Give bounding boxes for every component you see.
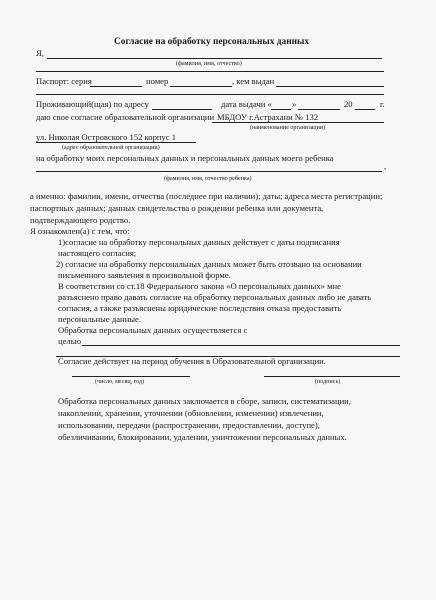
issue-date-label: дата выдачи « [221, 99, 272, 109]
caption-org-address: (адрес образовательной организации) [62, 145, 160, 151]
org-address-value: ул. Николая Островского 152 корпус 1 [36, 132, 177, 142]
org-name-value: МБДОУ г.Астрахани № 132 [217, 112, 319, 122]
caption-signature: (подпись) [315, 379, 341, 385]
item1-line: настоящего согласия; [58, 248, 137, 258]
final-line: накоплении, хранении, уточнении (обновлении, изменении) извлечении, [58, 408, 324, 418]
passport-number-label: номер [146, 76, 169, 86]
issue-date-close-quote: » [292, 99, 297, 109]
issue-day-field[interactable] [271, 109, 291, 110]
residing-label: Проживающий(щая) по адресу [36, 99, 149, 109]
item2-line: персональные данные. [58, 314, 141, 324]
passport-extra-line[interactable] [36, 94, 384, 95]
item2-line: согласия, а также разъяснены юридические последствия отказа предоставить [58, 303, 342, 313]
document-title: Согласие на обработку персональных данных [114, 37, 310, 47]
namely-line: паспортных данных; данных свидетельства о рождении ребенка или документа, [30, 203, 324, 213]
passport-series-field[interactable] [90, 86, 142, 87]
issue-month-field[interactable] [298, 109, 340, 110]
intro-ya-label: Я, [36, 48, 44, 58]
residing-address-field[interactable] [152, 109, 212, 110]
fio-extra-line[interactable] [36, 71, 384, 72]
final-line: обезличивании, блокировании, удалении, уничтожении персональных данных. [58, 432, 347, 442]
acquainted-label: Я ознакомлен(а) с тем, что: [30, 226, 130, 236]
issue-year-field[interactable] [355, 109, 375, 110]
validity-text: Согласие действует на период обучения в Образовательной организации. [58, 356, 326, 366]
purpose-label: целью [58, 336, 82, 346]
passport-issued-by-label: , кем выдан [232, 76, 275, 86]
processing-label: на обработку моих персональных данных и персональных данных моего ребенка [36, 153, 334, 163]
namely-line: подтверждающего родство. [30, 215, 131, 225]
purpose-line: Обработка персональных данных осуществляется с [58, 325, 248, 335]
caption-date: (число, месяц, год) [95, 379, 145, 385]
item2-line: В соответствии со ст.18 Федерального закона «О персональных данных» мне [58, 281, 341, 291]
item2-line: разъяснено право давать согласие на обработку персональных данных либо не давать [58, 292, 372, 302]
child-fio-field[interactable] [36, 171, 382, 172]
caption-org-name: (наименование организации) [250, 125, 326, 131]
item2-line: 2) согласие на обработку персональных данных может быть отозвано на основании [56, 259, 362, 269]
passport-series-label: Паспорт: серия [36, 76, 92, 86]
purpose-field[interactable] [82, 345, 400, 346]
item1-line: 1)согласие на обработку персональных данных действует с даты подписания [58, 237, 340, 247]
consent-org-label: даю свое согласие образовательной организации [36, 112, 215, 122]
date-field[interactable] [72, 376, 190, 377]
issue-year-prefix: 20 [344, 99, 353, 109]
caption-fio: (фамилия, имя, отчество) [176, 61, 242, 67]
org-name-field[interactable] [212, 122, 384, 123]
passport-issued-by-field[interactable] [276, 86, 384, 87]
namely-line: а именно: фамилии, имени, отчества (последнее при наличии); даты; адреса места регистрации; [30, 191, 383, 201]
item2-line: письменного заявления в произвольной форме. [58, 270, 231, 280]
child-line-end: , [384, 161, 387, 171]
final-line: использовании, передачи (распространении, предоставлении, доступе), [58, 420, 320, 430]
final-line: Обработка персональных данных заключается в сборе, записи, систематизации, [58, 396, 351, 406]
passport-number-field[interactable] [170, 86, 232, 87]
org-address-field[interactable] [36, 142, 196, 143]
caption-child-fio: (фамилия, имя, отчество ребенка) [164, 176, 252, 182]
fio-fill-line[interactable] [47, 58, 382, 59]
issue-year-suffix: г. [380, 99, 385, 109]
signature-field[interactable] [264, 376, 400, 377]
